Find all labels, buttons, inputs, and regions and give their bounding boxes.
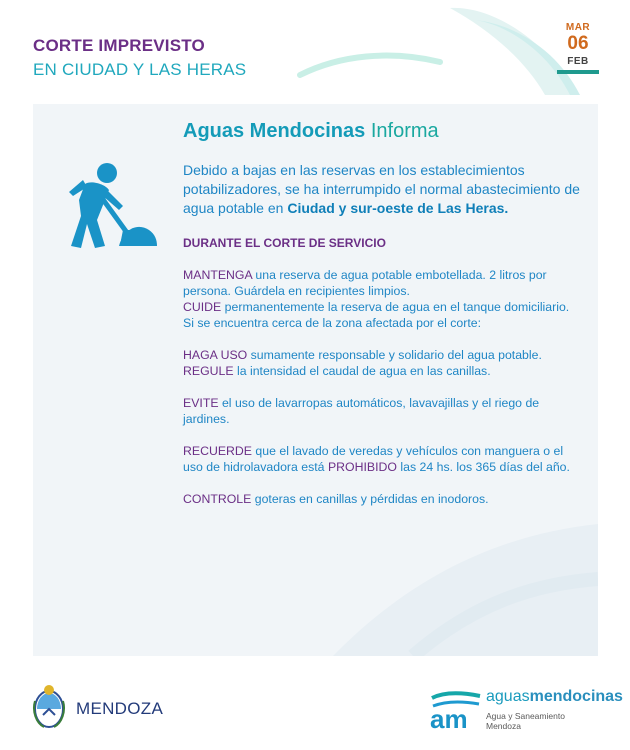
text-mantenga: una reserva de agua potable embotellada. 2 litros por persona. Guárdela en recipientes limpios. (183, 268, 547, 298)
keyword-recuerde: RECUERDE (183, 444, 253, 458)
item-controle (183, 491, 583, 507)
date-month: FEB (567, 56, 589, 67)
text-controle: goteras en canillas y pérdidas en inodoros. (251, 492, 489, 506)
keyword-haga-uso: HAGA USO (183, 348, 248, 362)
notice-brand (183, 120, 583, 143)
notice-panel (33, 104, 598, 656)
logo-name (486, 688, 623, 706)
svg-text:am: am (430, 704, 468, 730)
text-recuerde-2: las 24 hs. los 365 días del año. (396, 460, 570, 474)
mendoza-shield-icon (32, 683, 66, 731)
spacer (183, 427, 583, 443)
item-cuide (183, 299, 583, 315)
date-day: 06 (567, 33, 589, 54)
brand-informa: Informa (370, 120, 439, 142)
item-mantenga (183, 267, 583, 299)
spacer (183, 331, 583, 347)
date-badge (557, 22, 599, 74)
text-evite: el uso de lavarropas automáticos, lavavajillas y el riego de jardines. (183, 396, 540, 426)
keyword-prohibido: PROHIBIDO (327, 460, 397, 474)
keyword-controle: CONTROLE (183, 492, 252, 506)
keyword-mantenga: MANTENGA (183, 268, 253, 282)
section-title: DURANTE EL CORTE DE SERVICIO (183, 236, 386, 250)
logo-part-aguas: aguas (486, 688, 530, 705)
date-underline (557, 70, 599, 74)
keyword-evite: EVITE (183, 396, 219, 410)
logo-part-mendocinas: mendocinas (529, 688, 623, 705)
keyword-regule: REGULE (183, 364, 234, 378)
item-evite (183, 395, 583, 427)
item-haga-uso (183, 347, 583, 363)
text-recuerde-1: que el lavado de veredas y vehículos con manguera o el uso de hidrolavadora está (183, 444, 564, 474)
spacer (183, 475, 583, 491)
intro-paragraph (183, 161, 583, 218)
worker-shoveling-icon (61, 160, 161, 255)
header (0, 0, 630, 95)
intro-text: Debido a bajas en las reservas en los establecimientos potabilizadores, se ha interrumpido el normal abastecimiento de agua potable en (183, 162, 580, 216)
am-logo-icon (430, 690, 482, 730)
brand-name: Aguas Mendocinas (183, 120, 366, 142)
page-title: CORTE IMPREVISTO (33, 36, 205, 55)
spacer (183, 379, 583, 395)
aguas-mendocinas-logo (430, 686, 623, 734)
page-subtitle: EN CIUDAD Y LAS HERAS (33, 60, 247, 79)
decorative-swoosh (280, 0, 580, 95)
mendoza-label: MENDOZA (76, 699, 164, 718)
logo-subtitle: Agua y Saneamiento Mendoza (486, 711, 565, 731)
text-regule: la intensidad el caudal de agua en las canillas. (233, 364, 491, 378)
item-cerca: Si se encuentra cerca de la zona afectada por el corte: (183, 316, 482, 330)
item-recuerde (183, 443, 583, 475)
text-haga-uso: sumamente responsable y solidario del agua potable. (247, 348, 542, 362)
item-regule (183, 363, 583, 379)
intro-location: Ciudad y sur-oeste de Las Heras. (287, 200, 509, 216)
date-weekday: MAR (565, 22, 591, 33)
keyword-cuide: CUIDE (183, 300, 222, 314)
notice-content (183, 120, 583, 507)
text-cuide: permanentemente la reserva de agua en el tanque domiciliario. (221, 300, 570, 314)
